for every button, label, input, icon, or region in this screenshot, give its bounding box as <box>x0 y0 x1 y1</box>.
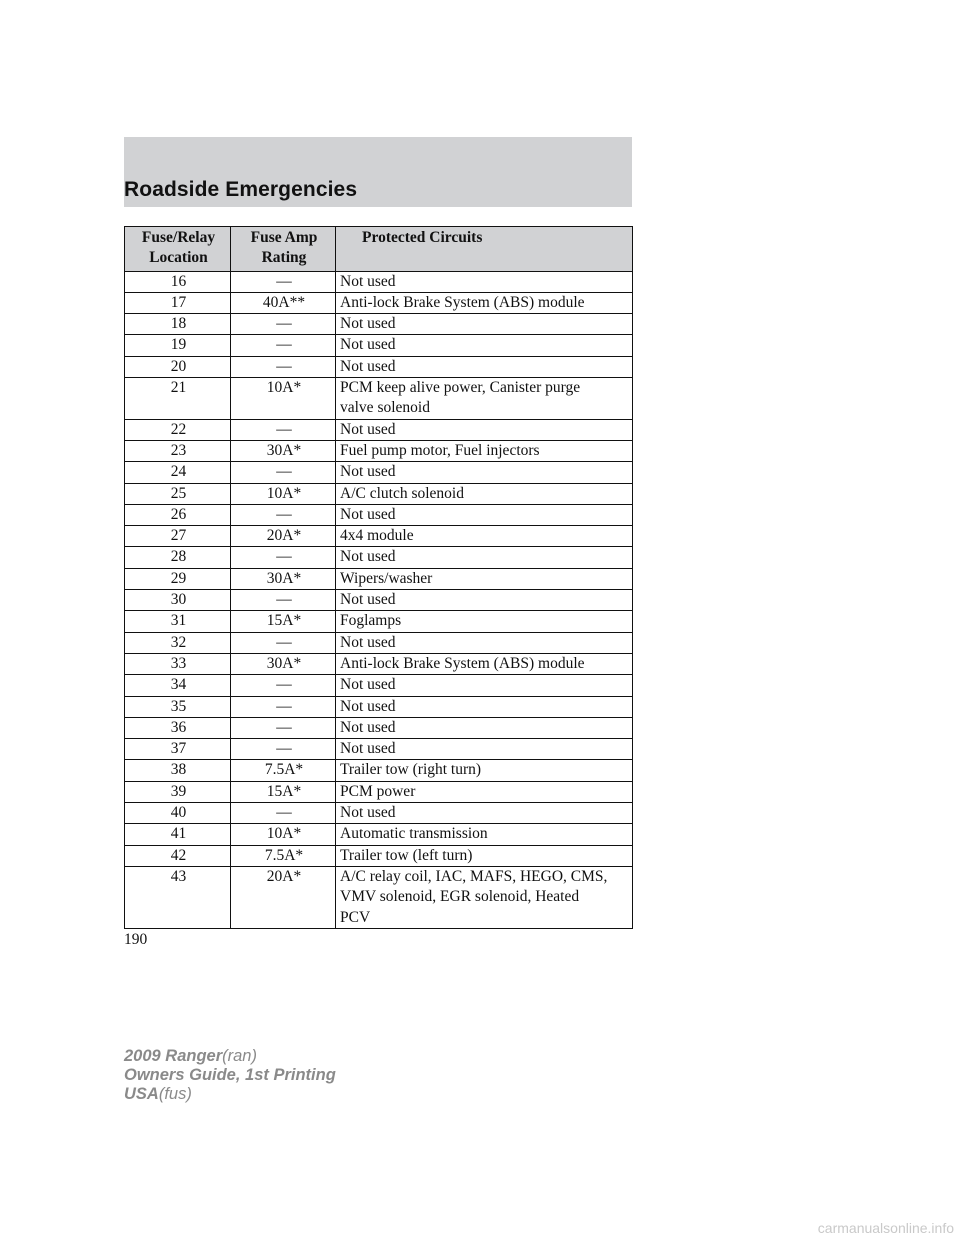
fuse-amp-rating-cell: — <box>231 675 336 696</box>
fuse-location-cell: 30 <box>125 590 231 611</box>
table-row <box>125 760 633 781</box>
fuse-amp-rating-cell: 40A** <box>231 292 336 313</box>
fuse-amp-rating-cell: — <box>231 547 336 568</box>
table-row <box>125 292 633 313</box>
protected-circuits-cell: Trailer tow (left turn) <box>336 845 633 866</box>
footer-printing: Owners Guide, 1st Printing <box>124 1066 336 1084</box>
fuse-location-cell: 37 <box>125 739 231 760</box>
fuse-amp-rating-cell: 10A* <box>231 483 336 504</box>
fuse-location-cell: 29 <box>125 568 231 589</box>
protected-circuits-cell: Fuel pump motor, Fuel injectors <box>336 440 633 461</box>
protected-circuits-cell: Not used <box>336 803 633 824</box>
table-body <box>125 271 633 928</box>
protected-circuits-cell: Not used <box>336 675 633 696</box>
protected-circuits-cell: Not used <box>336 632 633 653</box>
protected-circuits-cell: Anti-lock Brake System (ABS) module <box>336 653 633 674</box>
fuse-amp-rating-cell: — <box>231 590 336 611</box>
header-fuse-relay-location: Fuse/Relay Location <box>125 227 231 272</box>
fuse-location-cell: 32 <box>125 632 231 653</box>
fuse-amp-rating-cell: — <box>231 632 336 653</box>
fuse-location-cell: 24 <box>125 462 231 483</box>
fuse-location-cell: 22 <box>125 419 231 440</box>
footer-model: 2009 Ranger <box>124 1047 223 1065</box>
table-header-row <box>125 227 633 272</box>
page-number: 190 <box>124 931 148 948</box>
protected-circuits-cell: Not used <box>336 462 633 483</box>
table-row <box>125 504 633 525</box>
protected-circuits-cell: A/C clutch solenoid <box>336 483 633 504</box>
fuse-amp-rating-cell: 20A* <box>231 526 336 547</box>
table-row <box>125 356 633 377</box>
fuse-amp-rating-cell: 10A* <box>231 824 336 845</box>
table-row <box>125 696 633 717</box>
fuse-location-cell: 21 <box>125 378 231 420</box>
fuse-location-cell: 40 <box>125 803 231 824</box>
fuse-location-cell: 25 <box>125 483 231 504</box>
fuse-location-cell: 38 <box>125 760 231 781</box>
fuse-amp-rating-cell: 15A* <box>231 781 336 802</box>
table-row <box>125 568 633 589</box>
fuse-location-cell: 20 <box>125 356 231 377</box>
footer-line-model <box>124 1047 336 1066</box>
fuse-amp-rating-cell: — <box>231 696 336 717</box>
protected-circuits-cell: PCM power <box>336 781 633 802</box>
protected-circuits-cell: Anti-lock Brake System (ABS) module <box>336 292 633 313</box>
fuse-location-cell: 31 <box>125 611 231 632</box>
protected-circuits-cell: Not used <box>336 271 633 292</box>
table-row <box>125 675 633 696</box>
table-row <box>125 462 633 483</box>
section-title: Roadside Emergencies <box>124 178 358 201</box>
protected-circuits-cell: Foglamps <box>336 611 633 632</box>
fuse-location-cell: 35 <box>125 696 231 717</box>
fuse-location-cell: 16 <box>125 271 231 292</box>
watermark-link[interactable]: carmanualsonline.info <box>817 1220 954 1236</box>
footer-line-market <box>124 1085 336 1104</box>
protected-circuits-cell: Not used <box>336 356 633 377</box>
fuse-amp-rating-cell: 7.5A* <box>231 845 336 866</box>
fuse-amp-rating-cell: — <box>231 717 336 738</box>
footer-model-code: (ran) <box>222 1047 257 1065</box>
fuse-location-cell: 28 <box>125 547 231 568</box>
table-row <box>125 824 633 845</box>
fuse-location-cell: 42 <box>125 845 231 866</box>
footer-market-code: (fus) <box>158 1085 192 1103</box>
fuse-location-cell: 26 <box>125 504 231 525</box>
protected-circuits-cell: Not used <box>336 335 633 356</box>
table-row <box>125 590 633 611</box>
fuse-amp-rating-cell: — <box>231 271 336 292</box>
table-row <box>125 866 633 928</box>
table-row <box>125 440 633 461</box>
table-row <box>125 271 633 292</box>
fuse-amp-rating-cell: 30A* <box>231 653 336 674</box>
table-row <box>125 739 633 760</box>
fuse-location-cell: 23 <box>125 440 231 461</box>
fuse-amp-rating-cell: — <box>231 504 336 525</box>
protected-circuits-cell: Not used <box>336 739 633 760</box>
print-footer <box>124 1047 336 1104</box>
fuse-amp-rating-cell: 7.5A* <box>231 760 336 781</box>
header-protected-circuits: Protected Circuits <box>336 227 633 272</box>
protected-circuits-cell: Not used <box>336 504 633 525</box>
table-row <box>125 653 633 674</box>
table-row <box>125 378 633 420</box>
protected-circuits-cell: Not used <box>336 419 633 440</box>
protected-circuits-cell: 4x4 module <box>336 526 633 547</box>
table-row <box>125 632 633 653</box>
table-row <box>125 314 633 335</box>
protected-circuits-cell: Automatic transmission <box>336 824 633 845</box>
fuse-amp-rating-cell: — <box>231 739 336 760</box>
table-row <box>125 781 633 802</box>
fuse-amp-rating-cell: 10A* <box>231 378 336 420</box>
fuse-amp-rating-cell: — <box>231 335 336 356</box>
header-fuse-amp-rating: Fuse Amp Rating <box>231 227 336 272</box>
fuse-location-cell: 34 <box>125 675 231 696</box>
footer-market: USA <box>124 1085 159 1103</box>
table-row <box>125 717 633 738</box>
protected-circuits-cell: PCM keep alive power, Canister purge valve solenoid <box>336 378 633 420</box>
protected-circuits-cell: Not used <box>336 590 633 611</box>
table-row <box>125 335 633 356</box>
fuse-location-cell: 41 <box>125 824 231 845</box>
table-row <box>125 483 633 504</box>
table-row <box>125 547 633 568</box>
fuse-location-cell: 19 <box>125 335 231 356</box>
protected-circuits-cell: Not used <box>336 547 633 568</box>
protected-circuits-cell: Not used <box>336 314 633 335</box>
fuse-location-cell: 39 <box>125 781 231 802</box>
fuse-amp-rating-cell: 30A* <box>231 568 336 589</box>
protected-circuits-cell: Not used <box>336 717 633 738</box>
fuse-amp-rating-cell: — <box>231 356 336 377</box>
fuse-amp-rating-cell: — <box>231 314 336 335</box>
fuse-amp-rating-cell: — <box>231 462 336 483</box>
fuse-amp-rating-cell: 15A* <box>231 611 336 632</box>
fuse-location-cell: 43 <box>125 866 231 928</box>
fuse-amp-rating-cell: 20A* <box>231 866 336 928</box>
protected-circuits-cell: Wipers/washer <box>336 568 633 589</box>
fuse-amp-rating-cell: 30A* <box>231 440 336 461</box>
table-row <box>125 611 633 632</box>
fuse-location-cell: 33 <box>125 653 231 674</box>
protected-circuits-cell: Trailer tow (right turn) <box>336 760 633 781</box>
protected-circuits-cell: A/C relay coil, IAC, MAFS, HEGO, CMS, VMV solenoid, EGR solenoid, Heated PCV <box>336 866 633 928</box>
table-row <box>125 845 633 866</box>
fuse-amp-rating-cell: — <box>231 803 336 824</box>
fuse-location-cell: 18 <box>125 314 231 335</box>
fuse-amp-rating-cell: — <box>231 419 336 440</box>
table-row <box>125 803 633 824</box>
fuse-location-cell: 17 <box>125 292 231 313</box>
fuse-location-cell: 27 <box>125 526 231 547</box>
table-row <box>125 419 633 440</box>
table-row <box>125 526 633 547</box>
protected-circuits-cell: Not used <box>336 696 633 717</box>
fuse-location-cell: 36 <box>125 717 231 738</box>
fuse-table <box>124 226 633 929</box>
